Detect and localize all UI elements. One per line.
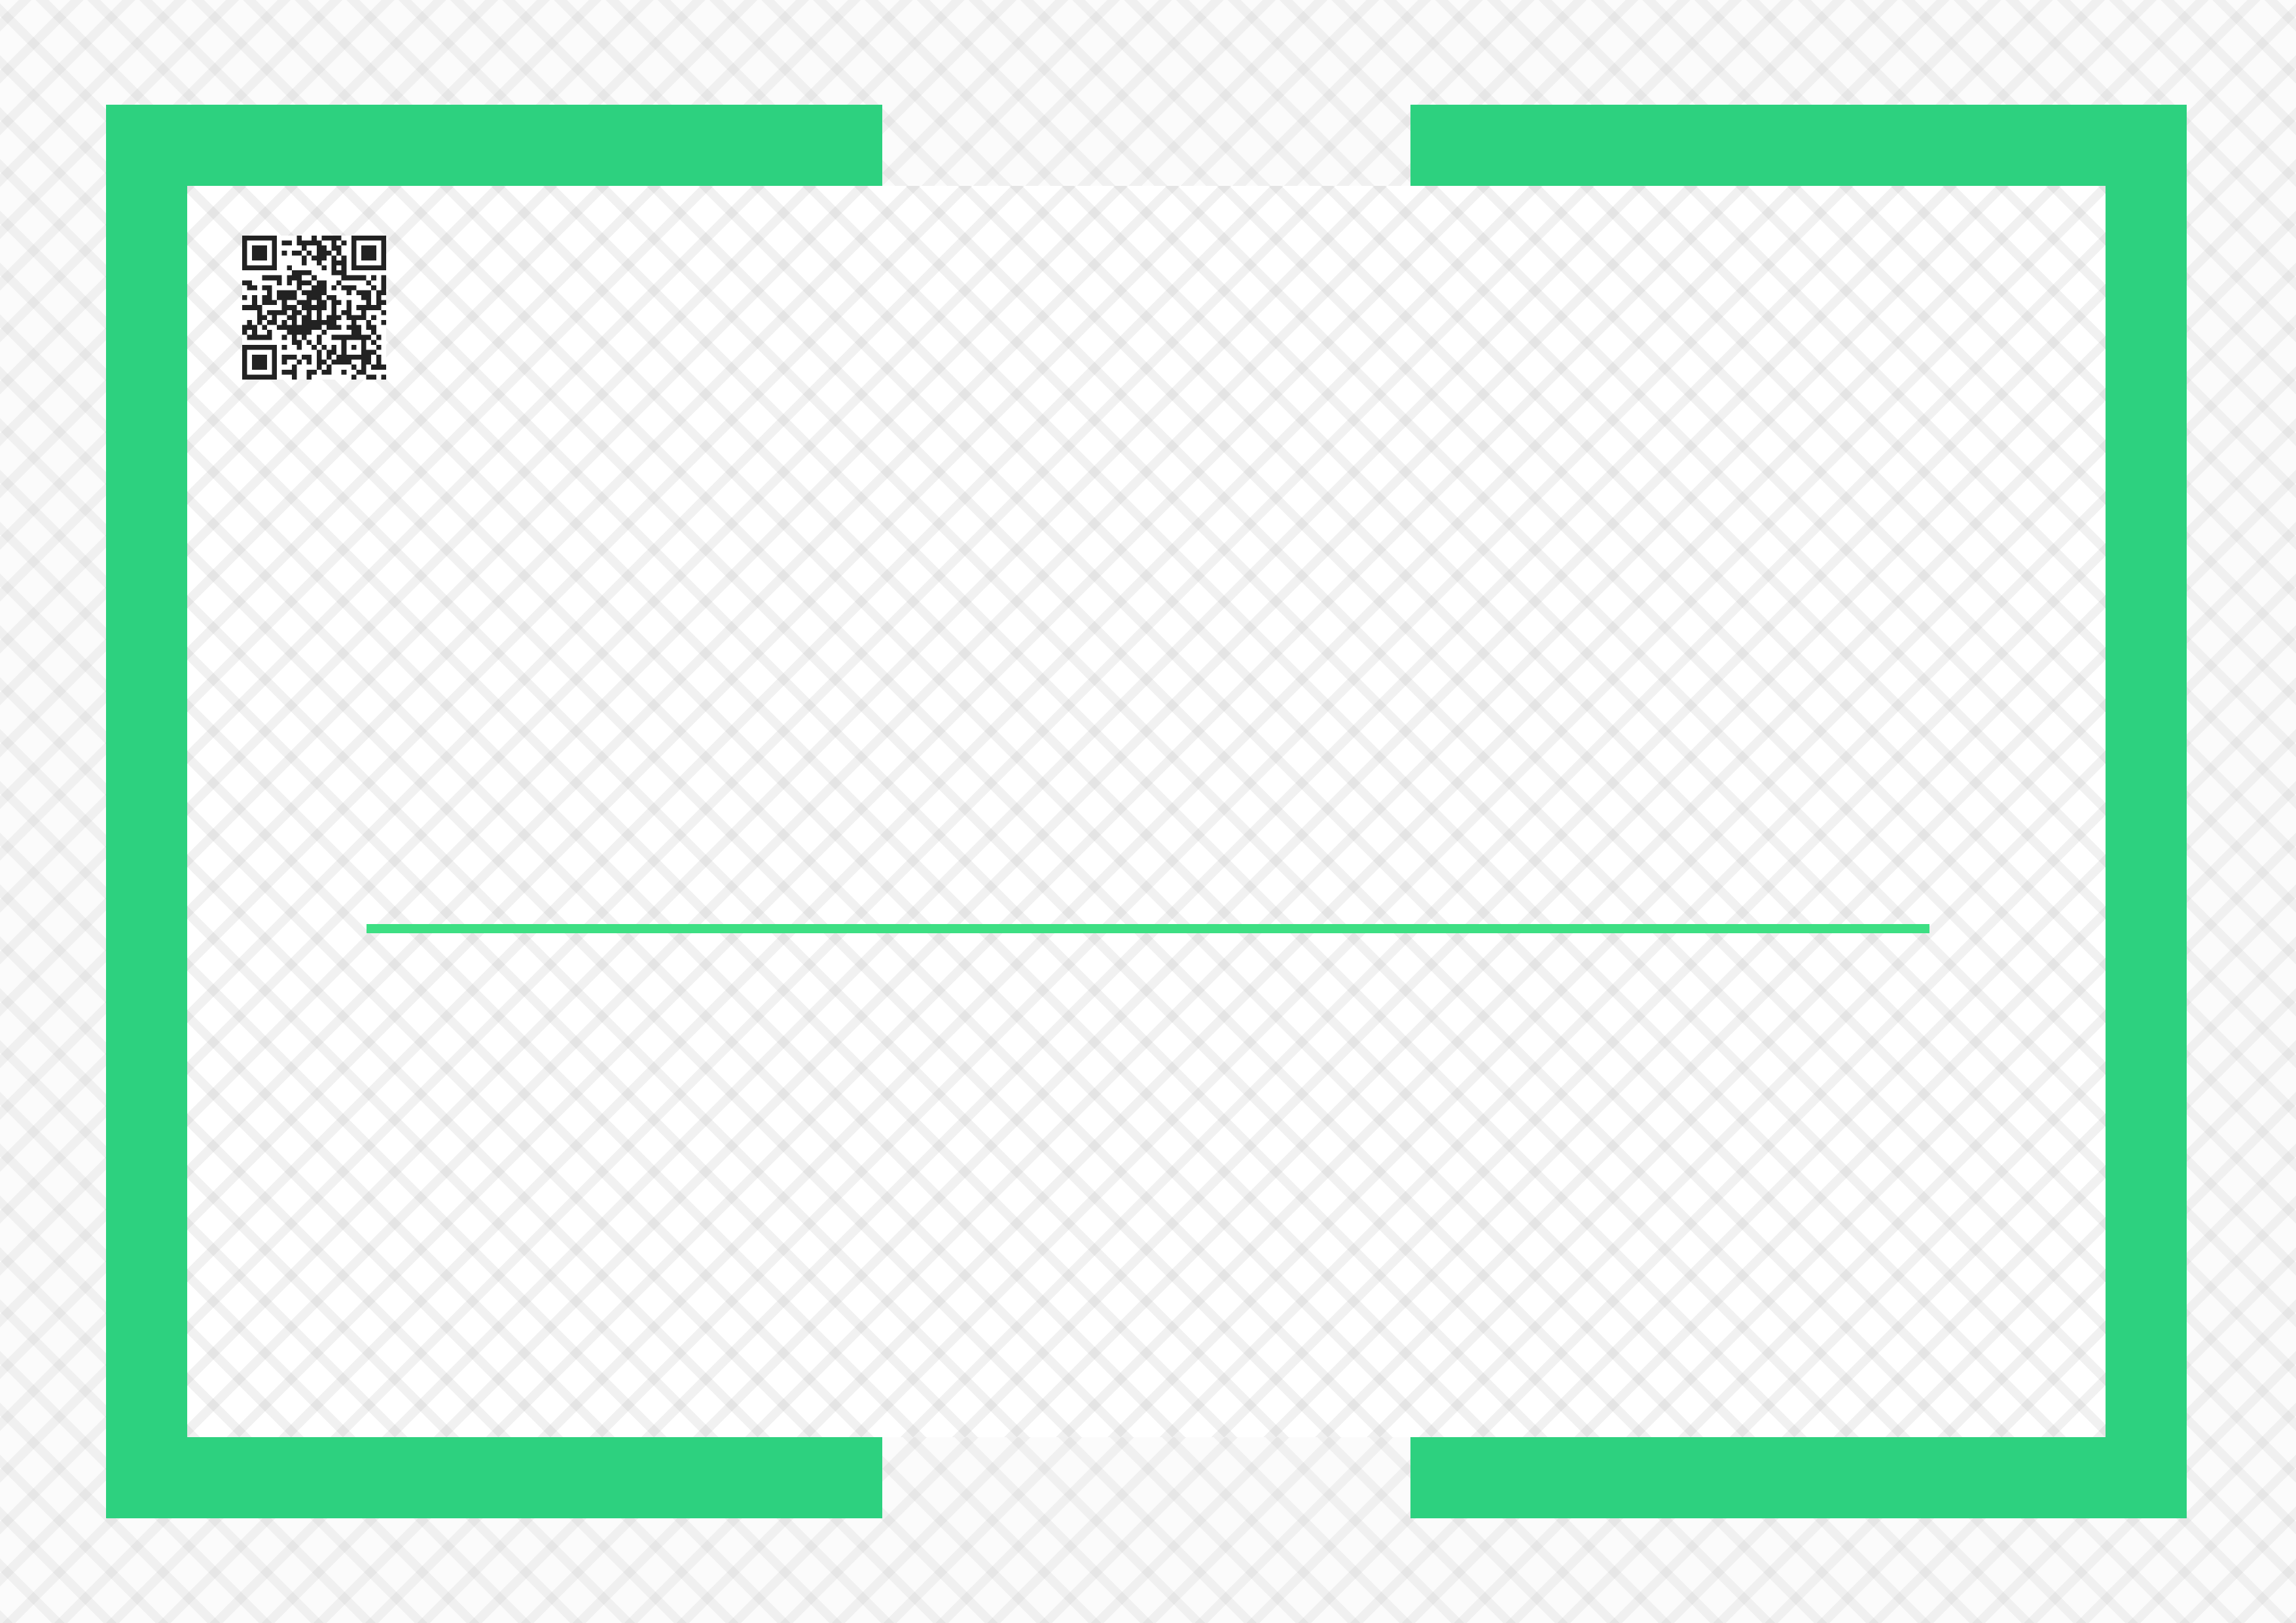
campusai-logo	[1715, 230, 2081, 233]
frame-bottom-left-vertical	[106, 772, 187, 1518]
qr-code-icon	[242, 236, 386, 380]
frame-top-right-horizontal	[1410, 105, 2187, 186]
frame-top-right-vertical	[2106, 105, 2187, 851]
frame-bottom-right-horizontal	[1410, 1437, 2187, 1518]
frame-bottom-right-vertical	[2106, 772, 2187, 1518]
certificate-panel	[187, 186, 2106, 1437]
frame-bottom-left-horizontal	[106, 1437, 882, 1518]
frame-top-left-vertical	[106, 105, 187, 851]
divider	[367, 924, 1929, 933]
frame-top-left-horizontal	[106, 105, 882, 186]
